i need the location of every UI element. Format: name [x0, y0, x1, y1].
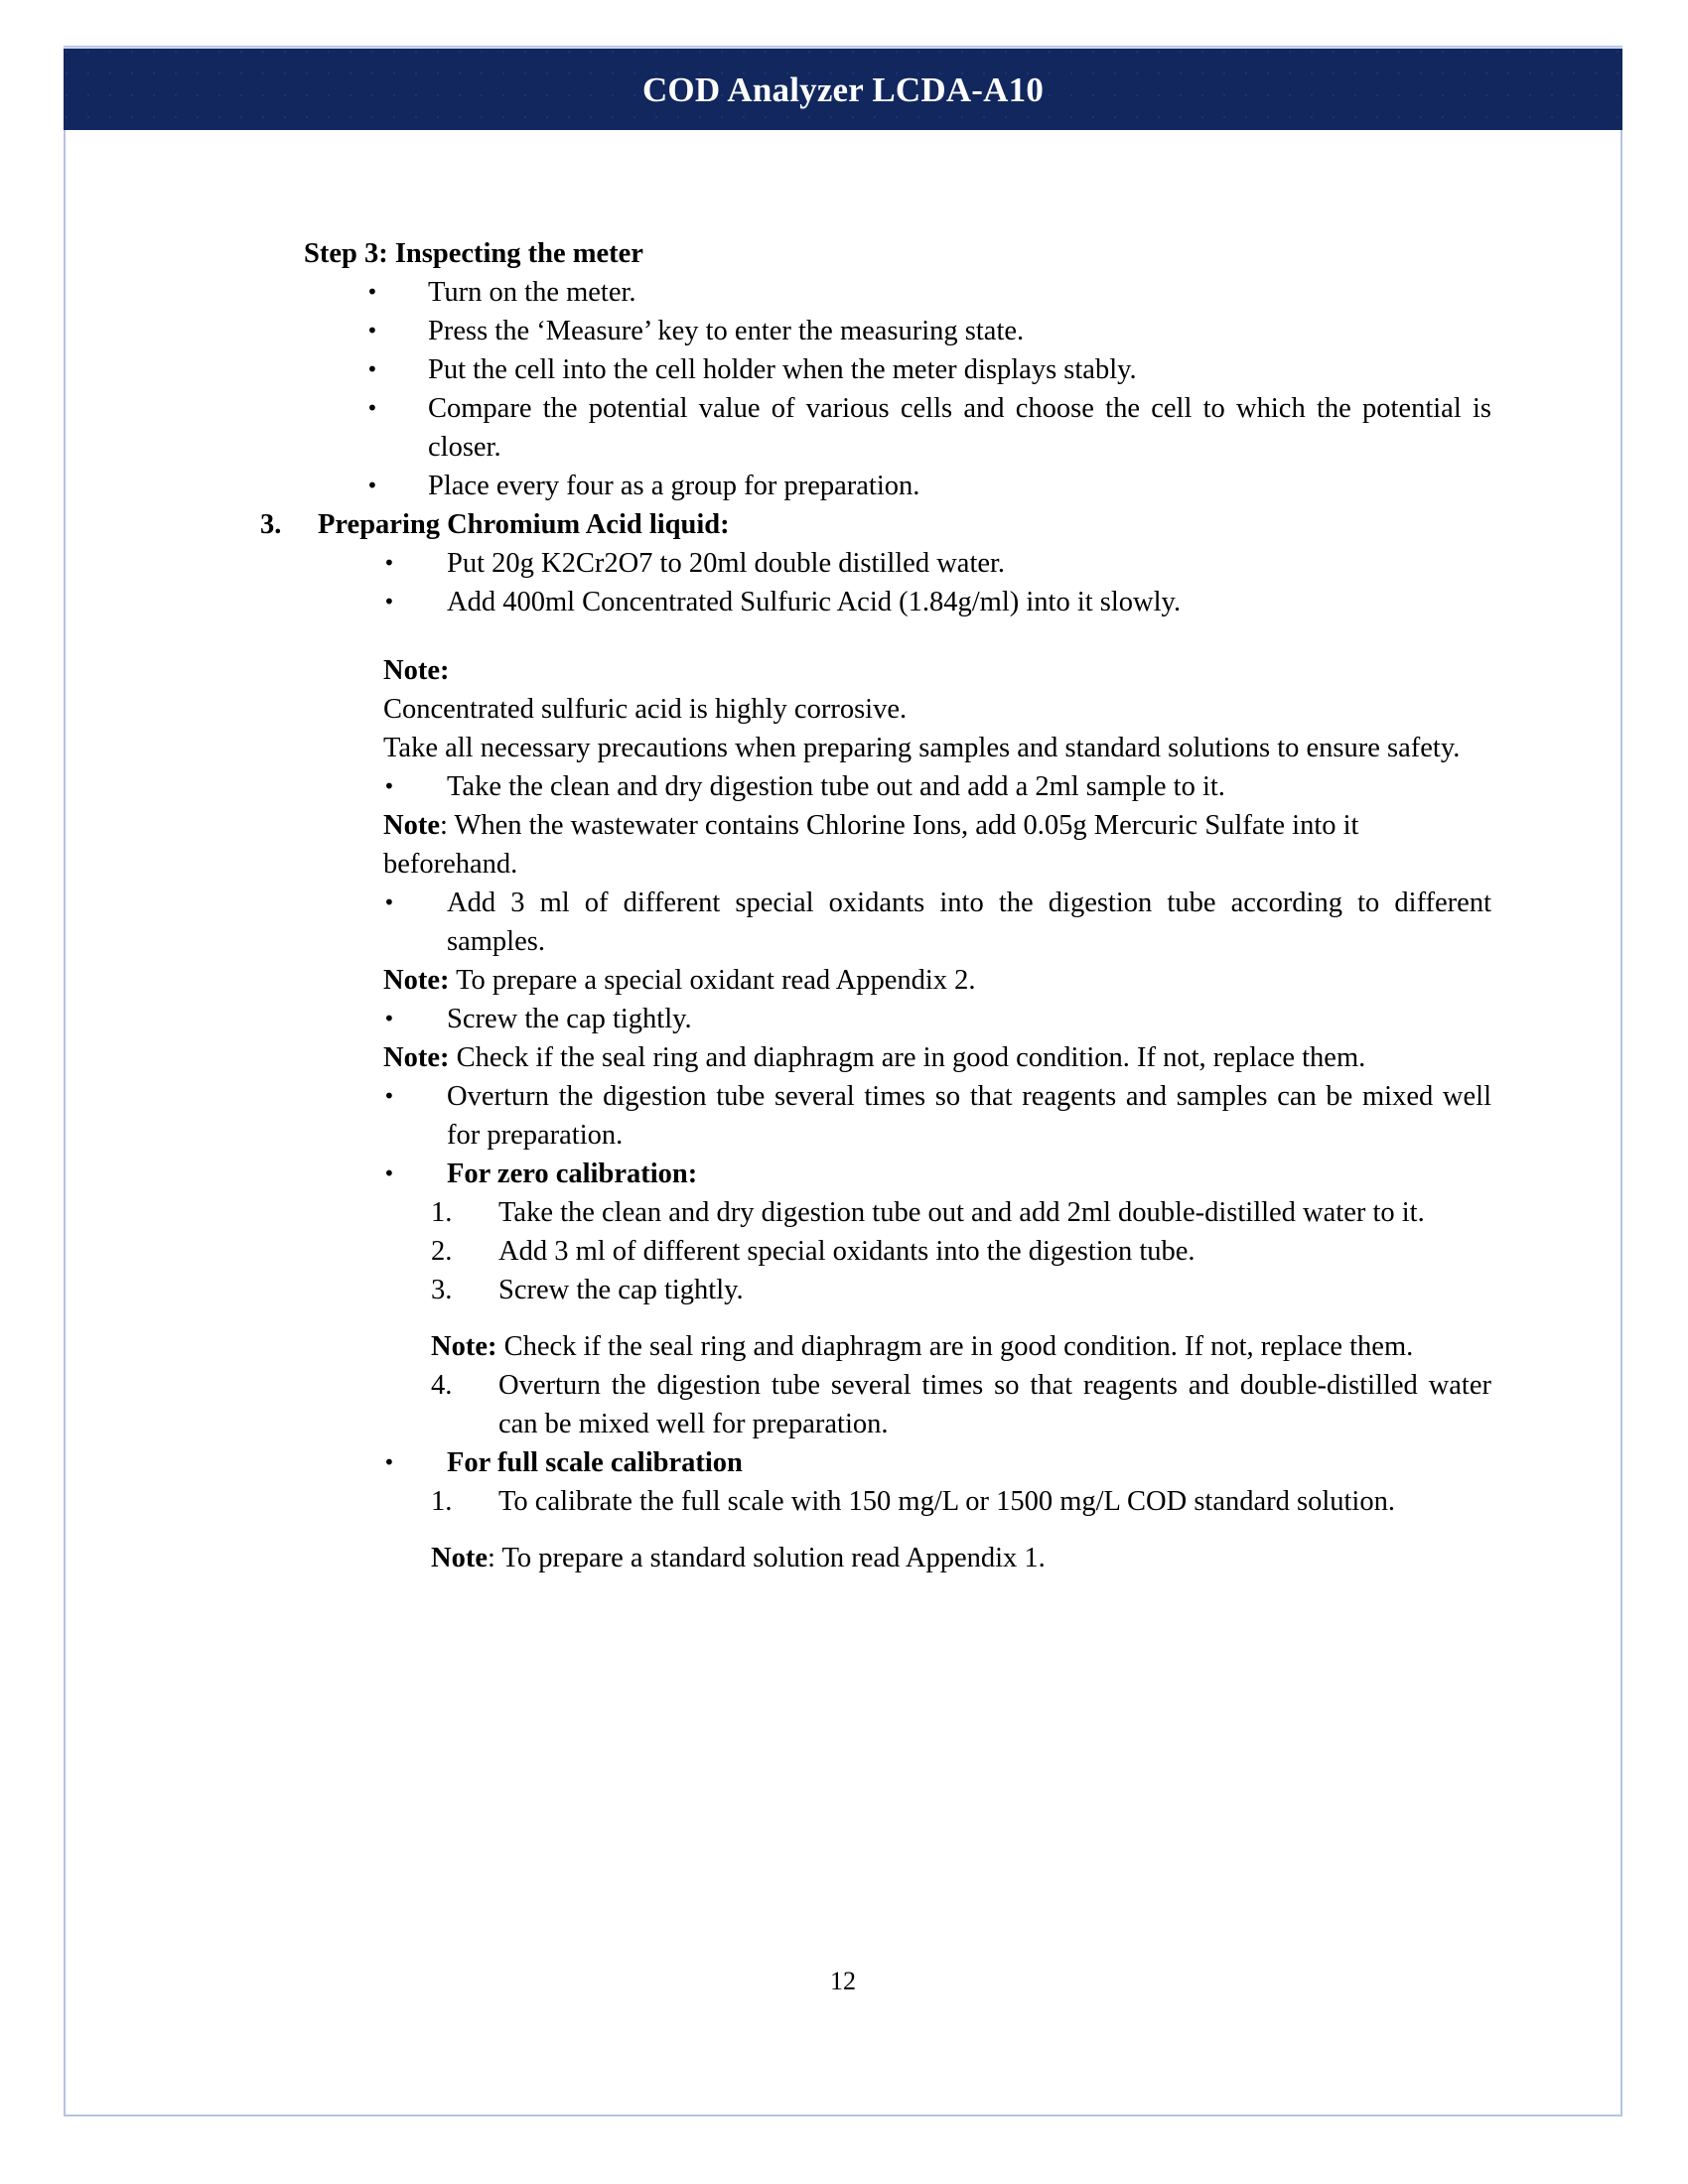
list-item — [260, 767, 1491, 806]
numbered-sub-label: To calibrate the full scale with 150 mg/L or 1500 mg/L COD standard solution. — [498, 1486, 1395, 1517]
numbered-sub-item — [260, 1482, 1491, 1521]
numbered-sub-item — [260, 1271, 1491, 1309]
document-body — [260, 234, 1491, 1577]
list-item-label: Place every four as a group for preparation. — [428, 471, 920, 501]
numbered-sub-label: Take the clean and dry digestion tube out and add 2ml double-distilled water to it. — [498, 1197, 1425, 1228]
bullet-icon: • — [383, 1161, 395, 1185]
bullet-icon: • — [383, 1007, 395, 1030]
bullet-icon: • — [383, 590, 395, 614]
numbered-sub-item — [260, 1232, 1491, 1271]
list-item — [260, 389, 1491, 467]
list-item — [260, 350, 1491, 389]
list-number: 3. — [260, 509, 282, 540]
list-item — [260, 1000, 1491, 1038]
bullet-icon: • — [383, 551, 395, 575]
numbered-sub-label: Add 3 ml of different special oxidants into the digestion tube. — [498, 1236, 1196, 1267]
list-item-label: Compare the potential value of various cells and choose the cell to which the potential is closer. — [428, 393, 1491, 463]
note-line: Take all necessary precautions when preparing samples and standard solutions to ensure safety. — [383, 733, 1461, 763]
list-item-label: Screw the cap tightly. — [447, 1004, 692, 1034]
note-label: Note — [431, 1543, 488, 1573]
note-line: Concentrated sulfuric acid is highly corrosive. — [383, 694, 908, 725]
list-number: 2. — [431, 1236, 453, 1267]
note-text: : To prepare a standard solution read Appendix 1. — [487, 1543, 1046, 1573]
note-text: To prepare a special oxidant read Appendix 2. — [449, 965, 976, 996]
list-item — [260, 544, 1491, 583]
note-paragraph — [431, 1539, 1491, 1577]
spacer — [260, 1309, 1491, 1327]
note-text: Check if the seal ring and diaphragm are in good condition. If not, replace them. — [496, 1331, 1414, 1362]
note-text: Check if the seal ring and diaphragm are in good condition. If not, replace them. — [449, 1042, 1366, 1073]
list-item-label: Put the cell into the cell holder when the meter displays stably. — [428, 354, 1137, 385]
list-item — [260, 467, 1491, 505]
list-number: 1. — [431, 1197, 453, 1228]
numbered-sub-item — [260, 1366, 1491, 1443]
note-paragraph — [431, 1327, 1491, 1366]
zero-calibration-title: For zero calibration: — [447, 1159, 698, 1189]
list-item-label: Put 20g K2Cr2O7 to 20ml double distilled water. — [447, 548, 1006, 579]
list-item — [260, 884, 1491, 961]
bullet-icon: • — [383, 1084, 395, 1108]
step3-heading: Step 3: Inspecting the meter — [304, 238, 643, 269]
bullet-icon: • — [366, 280, 378, 304]
numbered-sub-label: Overturn the digestion tube several times so that reagents and double-distilled water can be mixed well for preparation. — [498, 1370, 1491, 1439]
list-item-label: Turn on the meter. — [428, 277, 636, 308]
bullet-icon: • — [366, 396, 378, 420]
page-content — [64, 130, 1622, 2071]
bullet-icon: • — [366, 357, 378, 381]
note-paragraph — [383, 806, 1491, 884]
list-item — [260, 273, 1491, 312]
note-label: Note: — [383, 1042, 450, 1073]
list-item — [260, 312, 1491, 350]
numbered-sub-item — [260, 1193, 1491, 1232]
spacer — [260, 621, 1491, 651]
note-paragraph — [383, 1038, 1491, 1077]
numbered-sub-label: Screw the cap tightly. — [498, 1275, 744, 1305]
note-label: Note — [383, 810, 440, 841]
list-item-label: Take the clean and dry digestion tube out and add a 2ml sample to it. — [447, 771, 1225, 802]
note-label: Note: — [383, 965, 450, 996]
list-item-label: Overturn the digestion tube several times so that reagents and samples can be mixed well for preparation. — [447, 1081, 1491, 1151]
spacer — [260, 1521, 1491, 1539]
bullet-icon: • — [383, 890, 395, 914]
list-item-label: Add 3 ml of different special oxidants into the digestion tube according to different samples. — [447, 887, 1491, 957]
list-number: 1. — [431, 1486, 453, 1517]
page-number: 12 — [830, 1967, 856, 1995]
full-scale-calibration-heading — [260, 1443, 1491, 1482]
bullet-icon: • — [383, 774, 395, 798]
list-item — [260, 583, 1491, 621]
list-number: 3. — [431, 1275, 453, 1305]
list-item-label: Press the ‘Measure’ key to enter the measuring state. — [428, 316, 1025, 346]
bullet-icon: • — [366, 474, 378, 497]
list-number: 4. — [431, 1370, 453, 1401]
numbered-item-title: Preparing Chromium Acid liquid: — [318, 509, 730, 540]
list-item-label: Add 400ml Concentrated Sulfuric Acid (1.84g/ml) into it slowly. — [447, 587, 1182, 617]
bullet-icon: • — [366, 319, 378, 342]
document-header — [64, 47, 1622, 130]
note-label: Note: — [431, 1331, 497, 1362]
note-paragraph — [383, 961, 1491, 1000]
numbered-item-3 — [260, 505, 1491, 544]
zero-calibration-heading — [260, 1155, 1491, 1193]
bullet-icon: • — [383, 1450, 395, 1474]
note-label: Note: — [383, 655, 450, 686]
note-text: : When the wastewater contains Chlorine Ions, add 0.05g Mercuric Sulfate into it beforehand. — [383, 810, 1359, 880]
page-title: COD Analyzer LCDA-A10 — [641, 69, 1045, 109]
list-item — [260, 1077, 1491, 1155]
full-scale-calibration-title: For full scale calibration — [447, 1447, 743, 1478]
